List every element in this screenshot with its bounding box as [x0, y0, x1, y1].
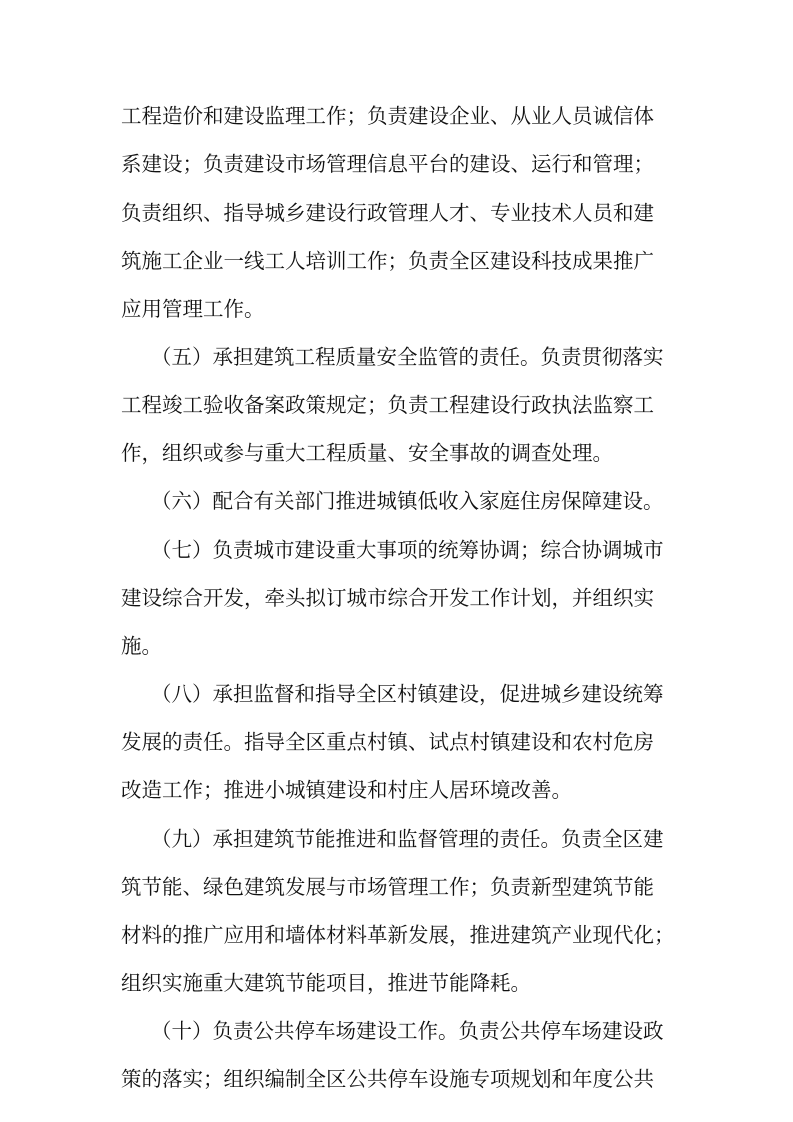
- paragraph-ten-start: （十）负责公共停车场建设工作。负责公共停车场建设政: [151, 1019, 664, 1043]
- text-line: 负责组织、指导城乡建设行政管理人才、专业技术人员和建: [121, 201, 654, 225]
- text-line: 作，组织或参与重大工程质量、安全事故的调查处理。: [121, 441, 613, 465]
- text-line: 工程造价和建设监理工作；负责建设企业、从业人员诚信体: [121, 104, 654, 128]
- text-line: 应用管理工作。: [121, 297, 265, 321]
- paragraph-nine-start: （九）承担建筑节能推进和监督管理的责任。负责全区建: [151, 827, 664, 851]
- text-line: 改造工作；推进小城镇建设和村庄人居环境改善。: [121, 778, 572, 802]
- text-line: 工程竣工验收备案政策规定；负责工程建设行政执法监察工: [121, 393, 654, 417]
- text-line: 筑施工企业一线工人培训工作；负责全区建设科技成果推广: [121, 249, 654, 273]
- paragraph-six: （六）配合有关部门推进城镇低收入家庭住房保障建设。: [151, 489, 664, 513]
- text-line: 施。: [121, 634, 162, 658]
- paragraph-seven-start: （七）负责城市建设重大事项的统筹协调；综合协调城市: [151, 538, 664, 562]
- text-line: 组织实施重大建筑节能项目，推进节能降耗。: [121, 971, 531, 995]
- paragraph-five-start: （五）承担建筑工程质量安全监管的责任。负责贯彻落实: [151, 345, 664, 369]
- text-line: 筑节能、绿色建筑发展与市场管理工作；负责新型建筑节能: [121, 875, 654, 899]
- text-line: 发展的责任。指导全区重点村镇、试点村镇建设和农村危房: [121, 730, 654, 754]
- text-line: 策的落实；组织编制全区公共停车设施专项规划和年度公共: [121, 1067, 654, 1091]
- text-line: 材料的推广应用和墙体材料革新发展，推进建筑产业现代化；: [121, 923, 675, 947]
- text-line: 建设综合开发，牵头拟订城市综合开发工作计划，并组织实: [121, 586, 654, 610]
- paragraph-eight-start: （八）承担监督和指导全区村镇建设，促进城乡建设统筹: [151, 682, 664, 706]
- text-line: 系建设；负责建设市场管理信息平台的建设、运行和管理；: [121, 152, 654, 176]
